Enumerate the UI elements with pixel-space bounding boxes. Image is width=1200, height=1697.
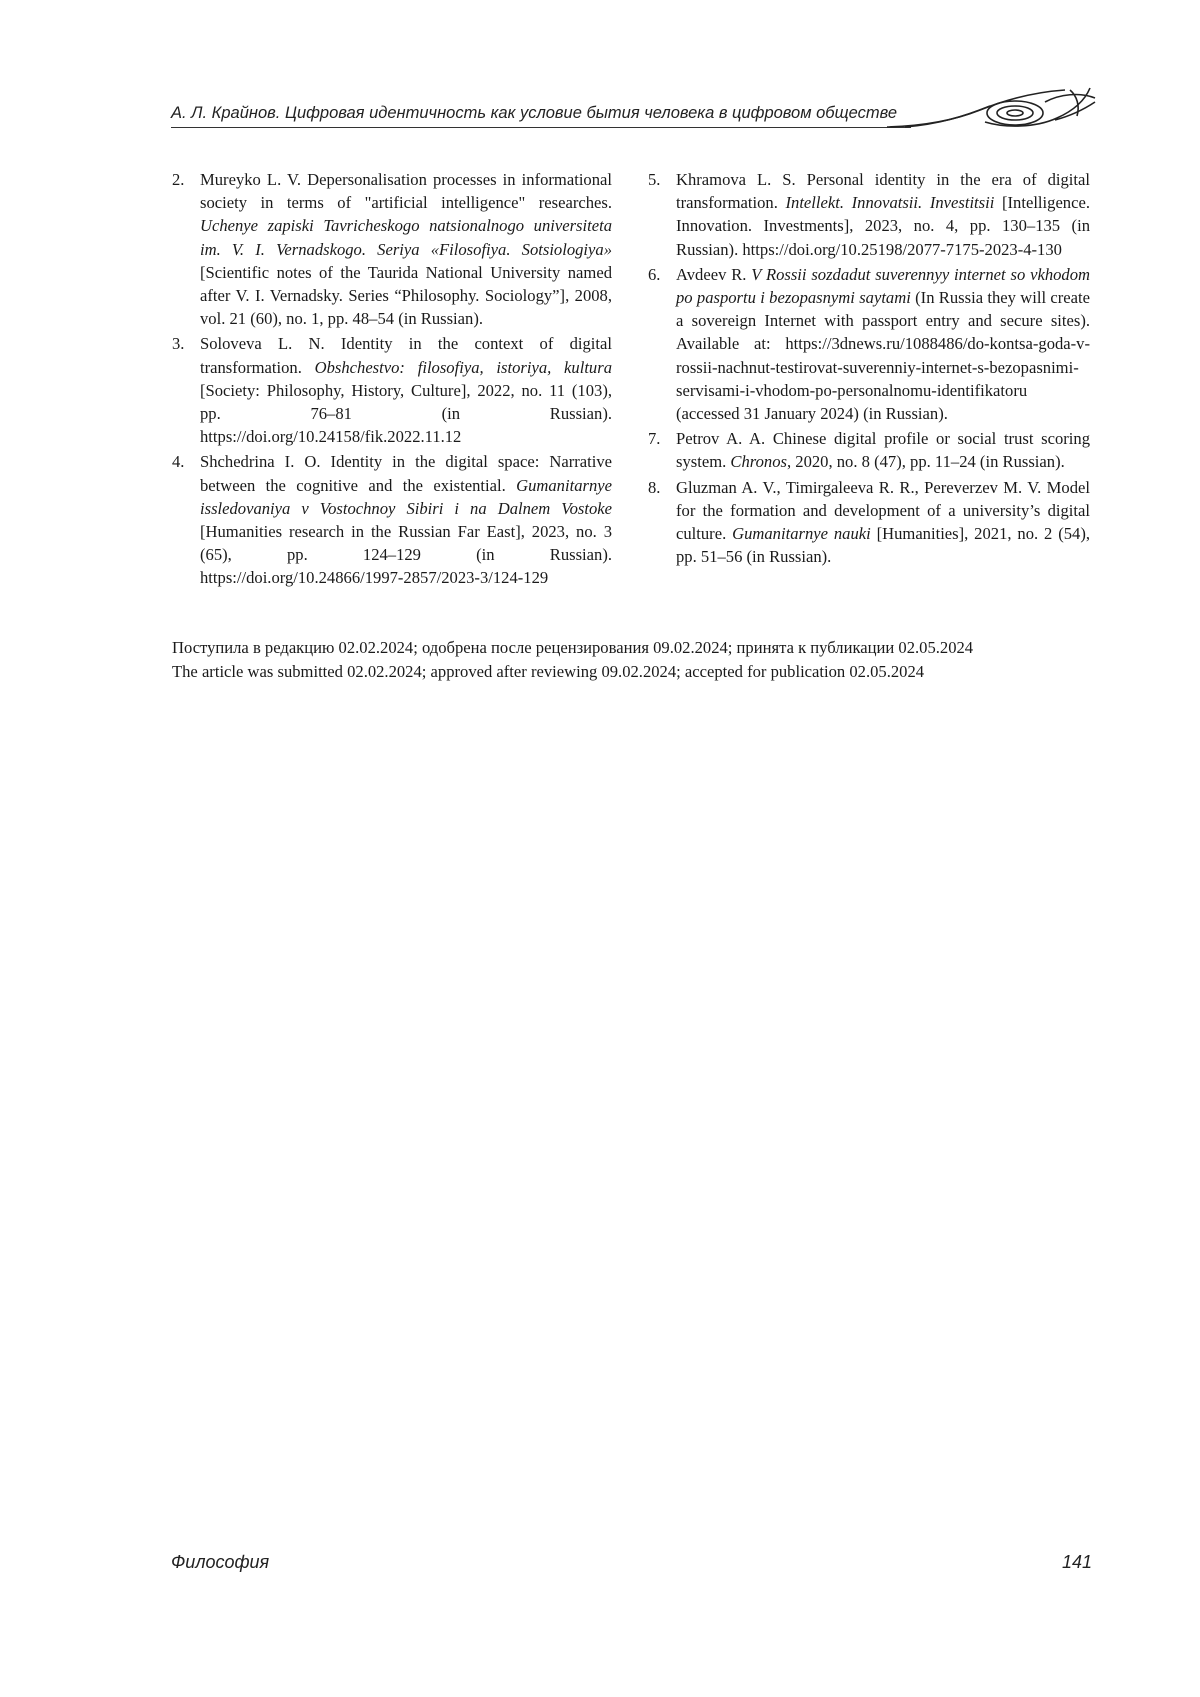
reference-item [172,332,612,448]
references-right-column [648,168,1090,570]
reference-text: Gluzman A. V., Timirgaleeva R. R., Pereverzev M. V. Model for the formation and development of a university’s digital culture. Gumanitarnye nauki [Humanities], 2021, no. 2 (54), pp. 51–56 (in Russian). [676,477,1090,567]
footer-section-name: Философия [171,1552,270,1572]
submission-dates-ru: Поступила в редакцию 02.02.2024; одобрена после рецензирования 09.02.2024; принята к публикации 02.05.2024 [172,638,974,657]
reference-number: 5. [648,170,661,189]
reference-text: Khramova L. S. Personal identity in the era of digital transformation. Intellekt. Innovatsii. Investitsii [Intelligence. Innovation. Investments], 2023, no. 4, pp. 130–135 (in Russian). https://doi.org/10.25198/2077-7175-2023-4-130 [676,170,1090,259]
reference-item [172,450,612,589]
reference-item [648,263,1090,425]
reference-item [648,427,1090,473]
submission-dates [172,636,1092,683]
reference-item [648,168,1090,261]
reference-number: 8. [648,477,661,497]
reference-number: 3. [172,334,185,354]
reference-text: Shchedrina I. O. Identity in the digital space: Narrative between the cognitive and the existential. Gumanitarnye issledovaniya v Vostochnoy Sibiri i na Dalnem Vostoke [Humanities research in the Russian Far East], 2023, no. 3 (65), pp. 124–129 (in Russian). https://doi.org/10.24866/1997-2857/2023-3/124-129 [200,452,612,588]
reference-number: 6. [648,264,661,284]
reference-item [172,168,612,330]
submission-dates-en: The article was submitted 02.02.2024; approved after reviewing 09.02.2024; accepted for publication 02.05.2024 [172,661,925,681]
page-number: 141 [1061,1552,1092,1572]
reference-text: Avdeev R. V Rossii sozdadut suverennyy internet so vkhodom po pasportu i bezopasnymi saytami (In Russia they will create a sovereign Internet with passport entry and secure sites). Available at: https://3dnews.ru/1088486/do-kontsa-goda-v-rossii-nachnut-testirovat-suverenniy-internet-s-bezopasnimi-servisami-i-vhodom-po-personalnomu-identifikatoru (accessed 31 January 2024) (in Russian). [676,264,1090,424]
header-rule [171,127,911,128]
references-left-column [172,168,612,592]
reference-item [648,476,1090,569]
running-title: А. Л. Крайнов. Цифровая идентичность как условие бытия человека в цифровом обществе [171,104,898,122]
reference-number: 2. [172,170,185,189]
journal-ornament-icon [885,80,1100,140]
reference-number: 4. [172,452,185,472]
reference-text: Mureyko L. V. Depersonalisation processes in informational society in terms of "artificial intelligence" researches. Uchenye zapiski Tavricheskogo natsionalnogo universiteta im. V. I. Vernadskogo. Seriya «Filosofiya. Sotsiologiya» [Scientific notes of the Taurida National University named after V. I. Vernadsky. Series “Philosophy. Sociology”], 2008, vol. 21 (60), no. 1, pp. 48–54 (in Russian). [200,170,612,329]
reference-text: Soloveva L. N. Identity in the context of digital transformation. Obshchestvo: filosofiya, istoriya, kultura [Society: Philosophy, History, Culture], 2022, no. 11 (103), pp. 76–81 (in Russian). https://doi.org/10.24158/fik.2022.11.12 [200,334,612,447]
reference-text: Petrov A. A. Chinese digital profile or social trust scoring system. Chronos, 2020, no. 8 (47), pp. 11–24 (in Russian). [676,429,1090,472]
reference-number: 7. [648,429,661,449]
